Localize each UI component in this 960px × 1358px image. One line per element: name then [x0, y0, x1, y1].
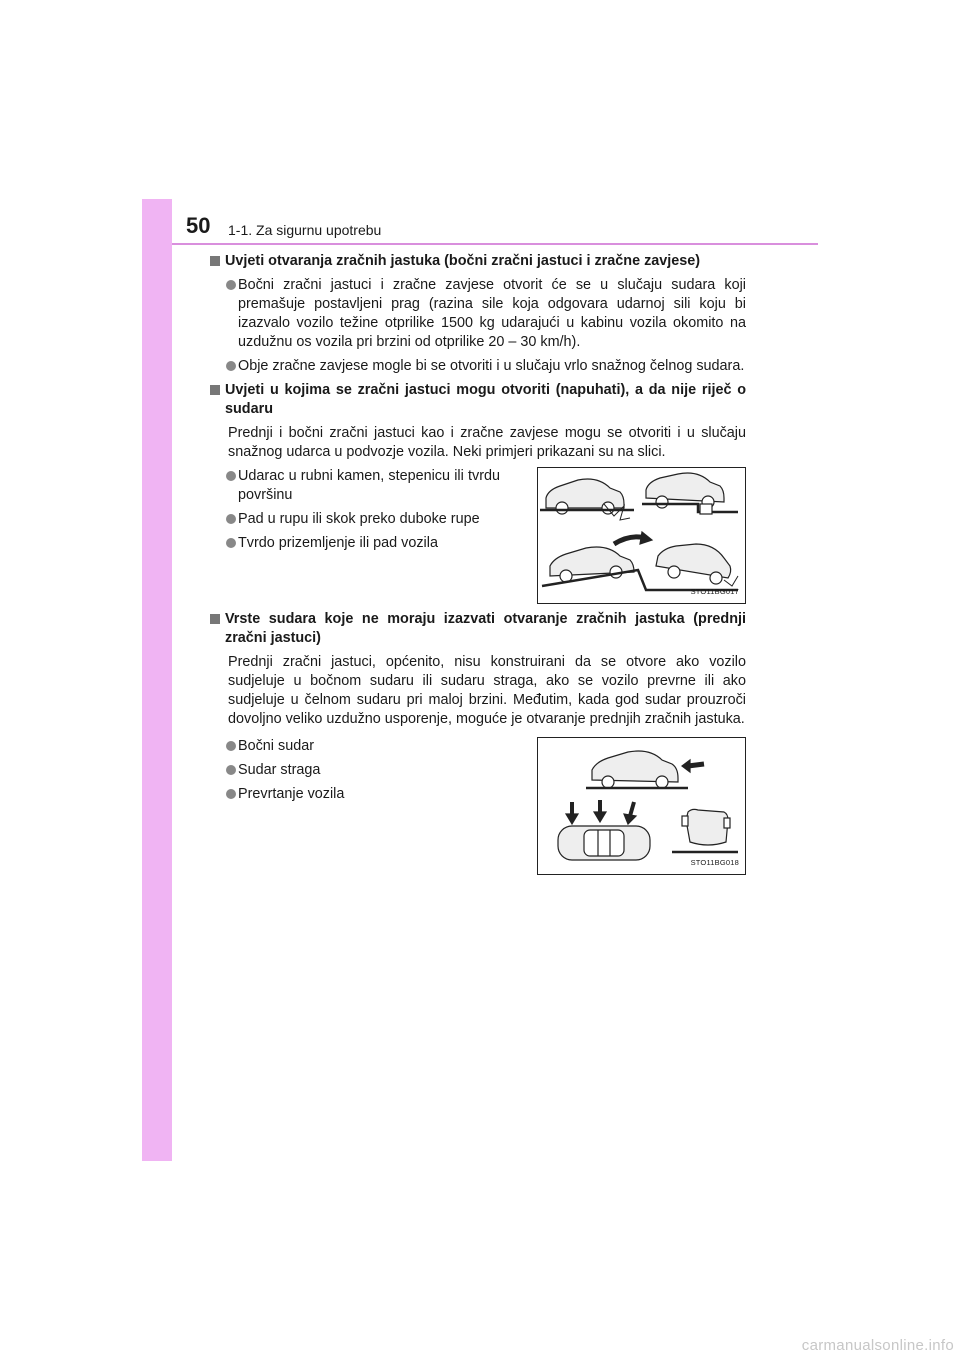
illustration-underbody-impacts	[537, 467, 746, 604]
watermark: carmanualsonline.info	[801, 1337, 954, 1354]
square-bullet-icon	[210, 385, 220, 395]
section-title: 1-1. Za sigurnu upotrebu	[228, 222, 382, 238]
heading-no-deployment-collisions: Vrste sudara koje ne moraju izazvati otvaranje zračnih jastuka (prednji zračni jastuci)	[210, 610, 746, 648]
round-bullet-icon	[226, 538, 236, 548]
round-bullet-icon	[226, 514, 236, 524]
round-bullet-icon	[226, 471, 236, 481]
paragraph: Prednji zračni jastuci, općenito, nisu konstruirani da se otvore ako vozilo sudjeluje u bočnom sudaru ili sudaru straga, ako se vozilo prevrne ili ako sudjeluje u čelnom sudaru pri maloj brzini. Međutim, kada god sudar prouzroči dovoljno veliko uzdužno usporenje, moguće je otvaranje prednjih zračnih jastuka.	[228, 654, 746, 727]
bullet-item: Obje zračne zavjese mogle bi se otvoriti i u slučaju vrlo snažnog čelnog sudara.	[210, 357, 746, 376]
paragraph: Prednji i bočni zračni jastuci kao i zračne zavjese mogu se otvoriti i u slučaju snažnog udarca u podvozje vozila. Neki primjeri prikazani su na slici.	[228, 425, 746, 460]
bullet-item: Pad u rupu ili skok preko duboke rupe	[210, 510, 500, 529]
round-bullet-icon	[226, 789, 236, 799]
round-bullet-icon	[226, 361, 236, 371]
figure-row-1	[210, 467, 746, 604]
round-bullet-icon	[226, 765, 236, 775]
bullet-list	[210, 467, 500, 558]
page-number: 50	[186, 213, 211, 238]
round-bullet-icon	[226, 280, 236, 290]
header-rule	[172, 243, 818, 245]
illustration-collision-types	[537, 737, 746, 875]
bullet-item: Bočni zračni jastuci i zračne zavjese otvorit će se u slučaju sudara koji premašuje postavljeni prag (razina sile koja odgovara udarnoj sili koju bi izazvalo vozilo težine otprilike 1500 kg udarajući u kabinu vozila okomito na uzdužnu os vozila pri brzini od otprilike 20 – 30 km/h).	[210, 276, 746, 352]
figure-code: STO11BG017	[690, 587, 739, 596]
bullet-item: Udarac u rubni kamen, stepenicu ili tvrdu površinu	[210, 467, 500, 505]
heading-side-airbag-conditions: Uvjeti otvaranja zračnih jastuka (bočni zračni jastuci i zračne zavjese)	[210, 252, 746, 271]
square-bullet-icon	[210, 614, 220, 624]
bullet-list	[210, 737, 500, 809]
heading-non-collision-deployment: Uvjeti u kojima se zračni jastuci mogu otvoriti (napuhati), a da nije riječ o sudaru	[210, 381, 746, 419]
square-bullet-icon	[210, 256, 220, 266]
figure-row-2	[210, 737, 746, 875]
round-bullet-icon	[226, 741, 236, 751]
figure-code: STO11BG018	[690, 858, 739, 867]
bullet-item: Sudar straga	[210, 761, 500, 780]
bullet-item: Bočni sudar	[210, 737, 500, 756]
side-tab	[142, 199, 172, 1161]
bullet-item: Prevrtanje vozila	[210, 785, 500, 804]
page-content	[210, 252, 746, 875]
bullet-item: Tvrdo prizemljenje ili pad vozila	[210, 534, 500, 553]
